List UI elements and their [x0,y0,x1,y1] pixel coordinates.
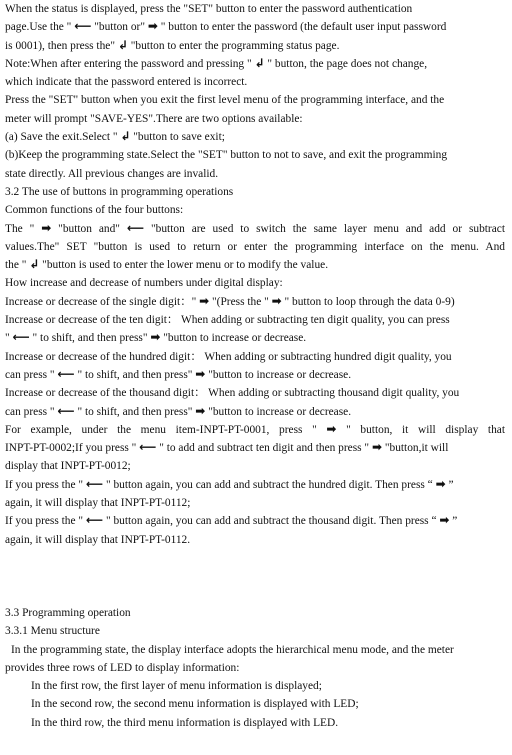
enter-icon: ↲ [120,129,131,144]
text-segment: which indicate that the password entered is incorrect. [5,76,248,89]
text-line [5,329,505,347]
text-segment: Increase or decrease of the hundred digit： When adding or subtracting hundred digit quality, you [5,350,452,363]
text-line [5,0,505,18]
right-arrow-icon: ➡ [439,513,450,528]
text-line [5,366,505,384]
text-line [5,641,505,659]
text-segment: "button to save exit; [130,131,225,144]
left-arrow-icon: ⟵ [85,476,104,491]
text-segment: Increase or decrease of the thousand digit： When adding or subtracting thousand digit quality, you [5,387,460,400]
text-line [5,110,505,128]
text-line [5,439,505,457]
text-segment: "button to increase or decrease. [205,405,352,418]
text-segment: can press " [5,368,58,381]
left-arrow-icon: ⟵ [57,366,75,381]
text-segment: In the third row, the third menu information is displayed with LED. [31,716,339,729]
text-segment: is 0001), then press the" [5,39,118,52]
text-segment: " to shift, and then press" [74,405,196,418]
right-arrow-icon: ➡ [271,293,282,308]
text-segment: page.Use the " [5,21,75,34]
text-segment: "button is used to enter the lower menu or to modify the value. [39,259,329,272]
text-line [5,55,505,73]
text-segment: state directly. All previous changes are invalid. [5,167,219,180]
text-line [5,238,505,256]
text-segment: " button to enter the password (the default user input password [157,21,447,34]
text-segment: Press the "SET" button when you exit the first level menu of the programming interface, and the [5,94,445,107]
left-arrow-icon: ⟵ [126,220,145,235]
text-segment: "button,it will [382,442,449,455]
left-arrow-icon: ⟵ [12,330,30,345]
text-segment: "button or" [91,21,148,34]
text-segment: meter will prompt "SAVE-YES".There are two options available: [5,112,303,125]
text-segment: Note:When after entering the password and pressing " [5,57,255,70]
text-line [5,695,505,713]
text-segment: In the programming state, the display interface adopts the hierarchical menu mode, and the meter [11,643,454,656]
text-line [5,220,505,238]
text-segment: INPT-PT-0002;If you press " [5,442,140,455]
manual-page [5,0,505,732]
right-arrow-icon: ➡ [147,19,158,34]
text-segment: In the second row, the second menu information is displayed with LED; [31,698,359,711]
text-segment: " button, the page does not change, [264,57,428,70]
text-segment: the " [5,259,30,272]
right-arrow-icon: ➡ [199,293,210,308]
right-arrow-icon: ➡ [150,330,161,345]
text-line [5,384,505,402]
text-segment: "button to increase or decrease. [205,368,352,381]
text-line [5,18,505,36]
text-segment: (b)Keep the programming state.Select the "SET" button to not to save, and exit the programming [5,149,448,162]
text-segment: again, it will display that INPT-PT-0112; [5,497,191,510]
text-segment: " to add and subtract ten digit and then press " [156,442,372,455]
text-segment: " button again, you can add and subtract the thousand digit. Then press “ [103,515,440,528]
text-line [5,293,505,311]
text-line [5,256,505,274]
text-line [5,165,505,183]
text-line [5,348,505,366]
text-line [5,622,505,640]
text-segment: " button, it will display that [336,423,505,436]
text-line [5,512,505,530]
text-line [5,146,505,164]
text-segment: The " [5,222,42,235]
text-segment: "button are used to switch the same layer menu and add or subtract [144,222,505,235]
text-segment: How increase and decrease of numbers under digital display: [5,277,283,290]
text-segment: " to shift, and then press" [74,368,196,381]
text-line [5,421,505,439]
text-segment: If you press the " [5,515,86,528]
text-line [5,714,505,732]
text-line [5,403,505,421]
left-arrow-icon: ⟵ [139,440,157,455]
left-arrow-icon: ⟵ [74,19,92,34]
enter-icon: ↲ [117,37,128,52]
right-arrow-icon: ➡ [41,220,52,235]
enter-icon: ↲ [254,55,265,70]
text-line [5,494,505,512]
text-segment: "button to enter the programming status page. [127,39,340,52]
text-line [5,73,505,91]
text-line [5,531,505,549]
right-arrow-icon: ➡ [195,366,206,381]
text-line [5,604,505,622]
right-arrow-icon: ➡ [326,421,337,436]
text-segment: For example, under the menu item-INPT-PT-0001, press " [5,423,327,436]
text-line [5,677,505,695]
text-line [5,274,505,292]
left-arrow-icon: ⟵ [57,403,75,418]
right-arrow-icon: ➡ [371,440,382,455]
text-segment: " button again, you can add and subtract the hundred digit. Then press “ [103,478,436,491]
text-segment: (a) Save the exit.Select " [5,131,121,144]
text-segment: values.The" SET "button is used to return or enter the programming interface on the menu. And [5,240,505,253]
text-line [5,183,505,201]
text-segment: " [5,332,13,345]
text-segment: provides three rows of LED to display information: [5,661,240,674]
text-segment: Increase or decrease of the single digit：" [5,295,200,308]
text-segment: "(Press the " [209,295,272,308]
text-line [5,91,505,109]
left-arrow-icon: ⟵ [85,513,104,528]
text-line [5,37,505,55]
text-segment: display that INPT-PT-0012; [5,460,131,473]
text-segment: 3.3 Programming operation [5,606,131,619]
text-segment: 3.2 The use of buttons in programming operations [5,185,234,198]
text-segment: When the status is displayed, press the "SET" button to enter the password authentication [5,3,413,15]
text-segment: ” [449,515,458,528]
text-line [5,201,505,219]
text-segment: " to shift, and then press" [29,332,151,345]
text-line [5,311,505,329]
right-arrow-icon: ➡ [195,403,206,418]
text-line [5,659,505,677]
text-line [5,128,505,146]
text-segment: 3.3.1 Menu structure [5,625,100,638]
text-segment: can press " [5,405,58,418]
text-segment: again, it will display that INPT-PT-0112. [5,533,191,546]
text-segment: If you press the " [5,478,86,491]
text-segment: "button to increase or decrease. [160,332,307,345]
text-line [5,476,505,494]
text-segment: " button to loop through the data 0-9) [281,295,455,308]
text-segment: ” [445,478,454,491]
section-spacer [5,549,505,604]
text-segment: In the first row, the first layer of menu information is displayed; [31,680,322,693]
right-arrow-icon: ➡ [435,476,446,491]
text-line [5,457,505,475]
text-segment: Increase or decrease of the ten digit： When adding or subtracting ten digit quality, you can press [5,314,450,327]
text-segment: Common functions of the four buttons: [5,204,184,217]
enter-icon: ↲ [29,257,40,272]
text-segment: "button and" [51,222,127,235]
